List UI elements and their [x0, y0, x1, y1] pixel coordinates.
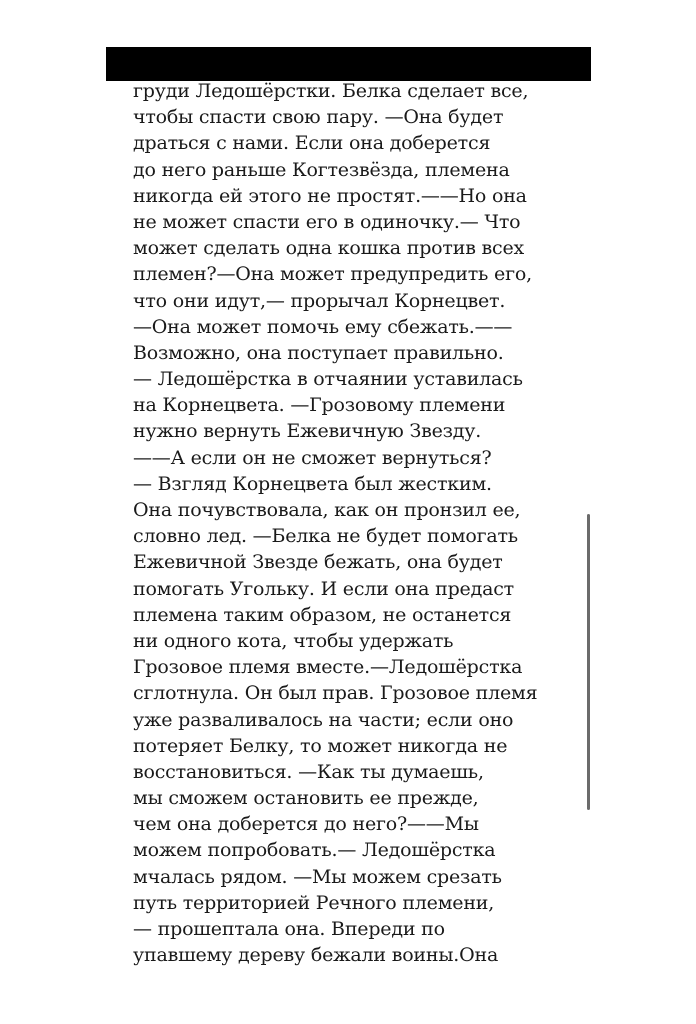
text-line: мчалась рядом. —Мы можем срезать: [133, 865, 502, 888]
text-line: путь территорией Речного племени,: [133, 891, 495, 914]
text-line: ——А если он не сможет вернуться?: [133, 446, 492, 469]
text-line: потеряет Белку, то может никогда не: [133, 734, 508, 757]
text-line: не может спасти его в одиночку.— Что: [133, 210, 521, 233]
text-line: Грозовое племя вместе.—Ледошёрстка: [133, 656, 523, 679]
text-line: Возможно, она поступает правильно.: [133, 341, 504, 364]
text-line: —Она может помочь ему сбежать.——: [133, 315, 513, 338]
text-line: Она почувствовала, как он пронзил ее,: [133, 499, 521, 521]
reader-text-block: [133, 78, 573, 968]
text-line: груди Ледошёрстки. Белка сделает все,: [133, 80, 529, 102]
text-line: можем попробовать.— Ледошёрстка: [133, 839, 496, 862]
text-line: помогать Угольку. И если она предаст: [133, 577, 514, 600]
text-line: никогда ей этого не простят.——Но она: [133, 184, 527, 207]
text-line: драться с нами. Если она доберется: [133, 132, 491, 155]
text-line: ни одного кота, чтобы удержать: [133, 629, 454, 652]
text-line: племен?—Она может предупредить его,: [133, 263, 532, 286]
text-line: племена таким образом, не останется: [133, 603, 512, 626]
text-line: до него раньше Когтезвёзда, племена: [133, 158, 510, 181]
text-line: что они идут,— прорычал Корнецвет.: [133, 289, 506, 312]
text-line: чтобы спасти свою пару. —Она будет: [133, 106, 504, 129]
redaction-bar: [106, 47, 591, 81]
text-line: восстановиться. —Как ты думаешь,: [133, 760, 484, 783]
scrollbar-thumb[interactable]: [587, 514, 590, 810]
text-line: чем она доберется до него?——Мы: [133, 813, 479, 836]
text-line: на Корнецвета. —Грозовому племени: [133, 394, 506, 417]
text-line: уже разваливалось на части; если оно: [133, 708, 514, 731]
text-line: — Взгляд Корнецвета был жестким.: [133, 472, 492, 495]
text-line: упавшему дереву бежали воины.Она: [133, 944, 499, 967]
text-line: сглотнула. Он был прав. Грозовое племя: [133, 682, 538, 705]
text-line: — прошептала она. Впереди по: [133, 918, 445, 940]
text-line: мы сможем остановить ее прежде,: [133, 787, 479, 810]
text-line: словно лед. —Белка не будет помогать: [133, 525, 518, 548]
text-line: — Ледошёрстка в отчаянии уставилась: [133, 368, 523, 391]
text-line: может сделать одна кошка против всех: [133, 237, 525, 260]
text-line: Ежевичной Звезде бежать, она будет: [133, 551, 503, 574]
text-line: нужно вернуть Ежевичную Звезду.: [133, 420, 482, 443]
